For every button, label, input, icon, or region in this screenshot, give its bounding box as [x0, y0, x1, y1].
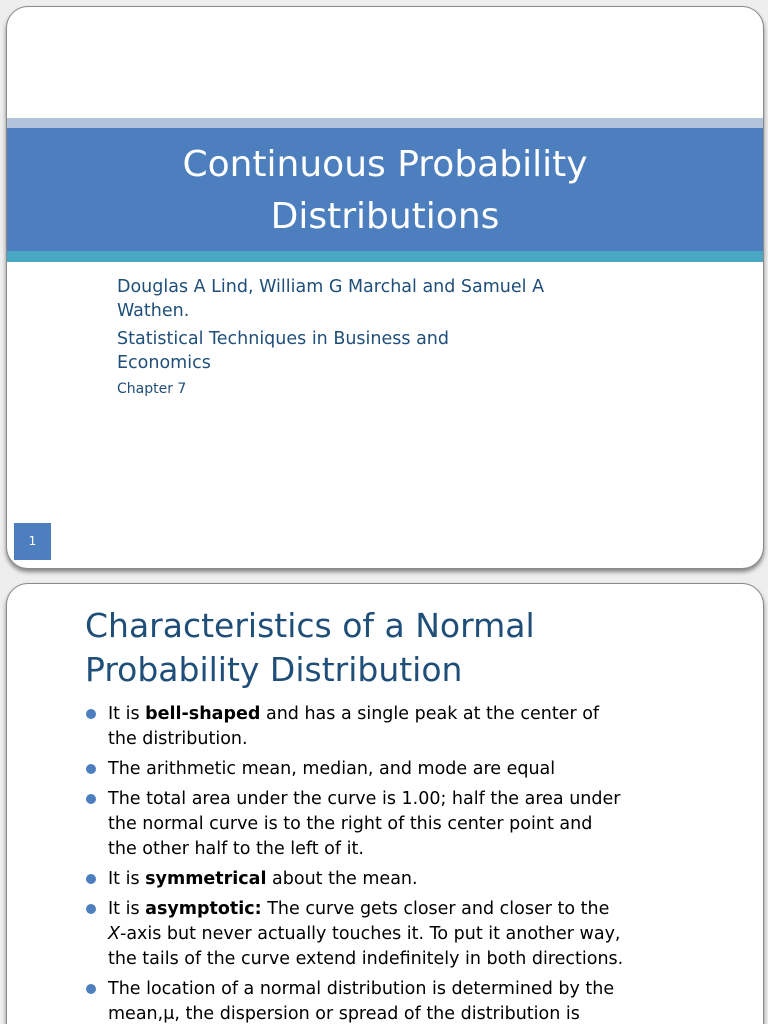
- bullet-item: [85, 787, 737, 862]
- bullet-dot-icon: [86, 984, 96, 994]
- slide-title-line: Distributions: [270, 196, 500, 237]
- bold-term: symmetrical: [145, 869, 267, 889]
- slide-1: [6, 6, 764, 569]
- bold-term: asymptotic:: [145, 899, 262, 919]
- slide-2: [6, 583, 764, 1024]
- bullet-line: [108, 897, 737, 922]
- bullet-line: the normal curve is to the right of this center point and: [108, 814, 593, 834]
- authors-line: Wathen.: [117, 301, 190, 321]
- slide-number-badge: 1: [14, 523, 51, 560]
- bullet-item: [85, 977, 737, 1024]
- text-run: -axis but never actually touches it. To put it another way,: [120, 924, 621, 944]
- bullet-item: [85, 702, 737, 752]
- bullet-line: [108, 922, 737, 947]
- bullet-line: the other half to the left of it.: [108, 839, 364, 859]
- text-run: about the mean.: [266, 869, 418, 889]
- slide-heading-line: Characteristics of a Normal: [85, 606, 535, 645]
- book-title: [117, 327, 637, 375]
- slide-heading: [85, 604, 725, 692]
- bullet-line: mean,μ, the dispersion or spread of the distribution is: [108, 1004, 580, 1024]
- bullet-list: [85, 702, 737, 1024]
- slide-heading-line: Probability Distribution: [85, 650, 463, 689]
- text-run: The curve gets closer and closer to the: [261, 899, 610, 919]
- book-title-line: Statistical Techniques in Business and: [117, 329, 449, 349]
- bullet-line: The arithmetic mean, median, and mode are equal: [108, 759, 556, 779]
- text-run: It is: [108, 869, 146, 889]
- slide-title-line: Continuous Probability: [182, 144, 588, 185]
- bullet-line: [108, 867, 737, 892]
- text-run: It is: [108, 704, 146, 724]
- bullet-item: [85, 757, 737, 782]
- bullet-line: the distribution.: [108, 729, 248, 749]
- bullet-dot-icon: [86, 904, 96, 914]
- title-band-top-stripe: [7, 118, 763, 128]
- bullet-line: The total area under the curve is 1.00; half the area under: [108, 789, 621, 809]
- bold-term: bell-shaped: [145, 704, 261, 724]
- text-run: and has a single peak at the center of: [260, 704, 600, 724]
- book-title-line: Economics: [117, 353, 211, 373]
- slide-title: [7, 139, 763, 243]
- bullet-dot-icon: [86, 794, 96, 804]
- authors-line: Douglas A Lind, William G Marchal and Samuel A: [117, 277, 545, 297]
- title-band-bottom-stripe: [7, 251, 763, 262]
- italic-term: X: [108, 924, 120, 944]
- chapter-label: Chapter 7: [117, 381, 187, 397]
- bullet-item: [85, 897, 737, 972]
- bullet-line: [108, 702, 737, 727]
- bullet-line: the tails of the curve extend indefinitely in both directions.: [108, 949, 624, 969]
- bullet-dot-icon: [86, 764, 96, 774]
- authors: [117, 275, 637, 323]
- bullet-dot-icon: [86, 874, 96, 884]
- bullet-line: The location of a normal distribution is determined by the: [108, 979, 615, 999]
- text-run: It is: [108, 899, 146, 919]
- slide-subtitle: [117, 275, 637, 399]
- bullet-dot-icon: [86, 709, 96, 719]
- bullet-item: [85, 867, 737, 892]
